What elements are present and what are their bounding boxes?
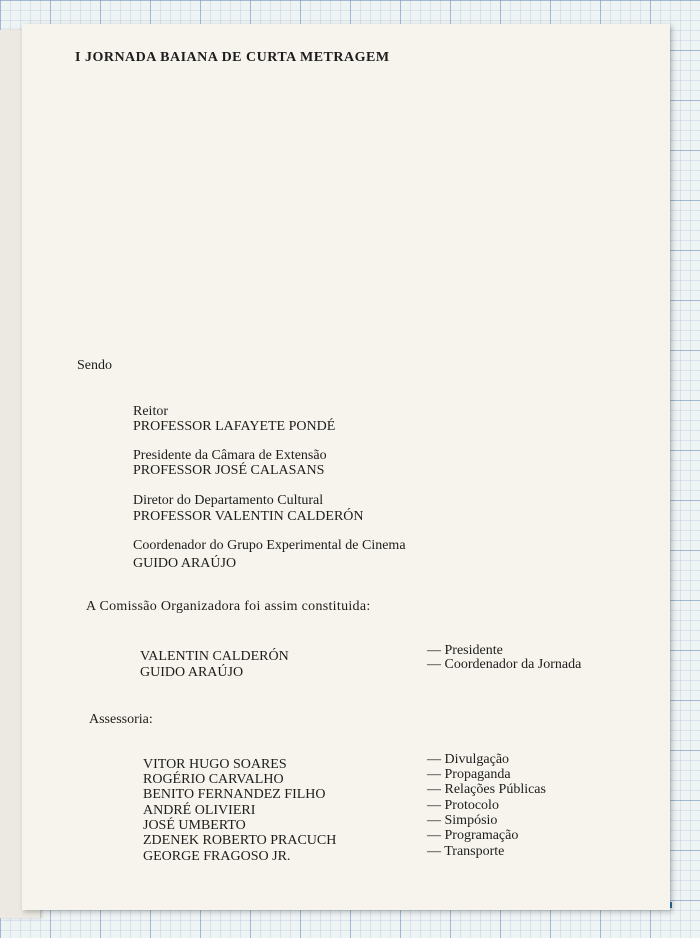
- assessoria-label: Assessoria:: [89, 712, 153, 727]
- official-name: PROFESSOR LAFAYETE PONDÉ: [133, 419, 336, 434]
- page-title: I JORNADA BAIANA DE CURTA METRAGEM: [75, 50, 390, 65]
- official-role: Reitor: [133, 404, 168, 419]
- committee-function: — Coordenador da Jornada: [427, 657, 582, 672]
- assessoria-function: — Relações Públicas: [427, 782, 546, 797]
- assessoria-name: GEORGE FRAGOSO JR.: [143, 849, 291, 864]
- assessoria-name: ANDRÉ OLIVIERI: [143, 803, 256, 818]
- assessoria-name: BENITO FERNANDEZ FILHO: [143, 787, 326, 802]
- committee-intro: A Comissão Organizadora foi assim constituida:: [86, 599, 371, 614]
- assessoria-function: — Divulgação: [427, 752, 510, 767]
- assessoria-function: — Propaganda: [427, 767, 511, 782]
- assessoria-function: — Protocolo: [427, 798, 499, 813]
- assessoria-function: — Transporte: [427, 844, 505, 859]
- assessoria-name: ZDENEK ROBERTO PRACUCH: [143, 833, 337, 848]
- document-page: [22, 24, 670, 910]
- committee-name: VALENTIN CALDERÓN: [140, 649, 289, 664]
- assessoria-name: ROGÉRIO CARVALHO: [143, 772, 284, 787]
- official-role: Diretor do Departamento Cultural: [133, 493, 324, 508]
- committee-name: GUIDO ARAÚJO: [140, 665, 244, 680]
- official-name: GUIDO ARAÚJO: [133, 556, 237, 571]
- assessoria-name: VITOR HUGO SOARES: [143, 757, 287, 772]
- assessoria-function: — Programação: [427, 828, 519, 843]
- official-name: PROFESSOR VALENTIN CALDERÓN: [133, 509, 364, 524]
- committee-function: — Presidente: [427, 643, 503, 658]
- official-name: PROFESSOR JOSÉ CALASANS: [133, 463, 325, 478]
- sendo-label: Sendo: [77, 358, 112, 373]
- official-role: Coordenador do Grupo Experimental de Cinema: [133, 538, 406, 553]
- assessoria-name: JOSÉ UMBERTO: [143, 818, 246, 833]
- assessoria-function: — Simpósio: [427, 813, 498, 828]
- official-role: Presidente da Câmara de Extensão: [133, 448, 327, 463]
